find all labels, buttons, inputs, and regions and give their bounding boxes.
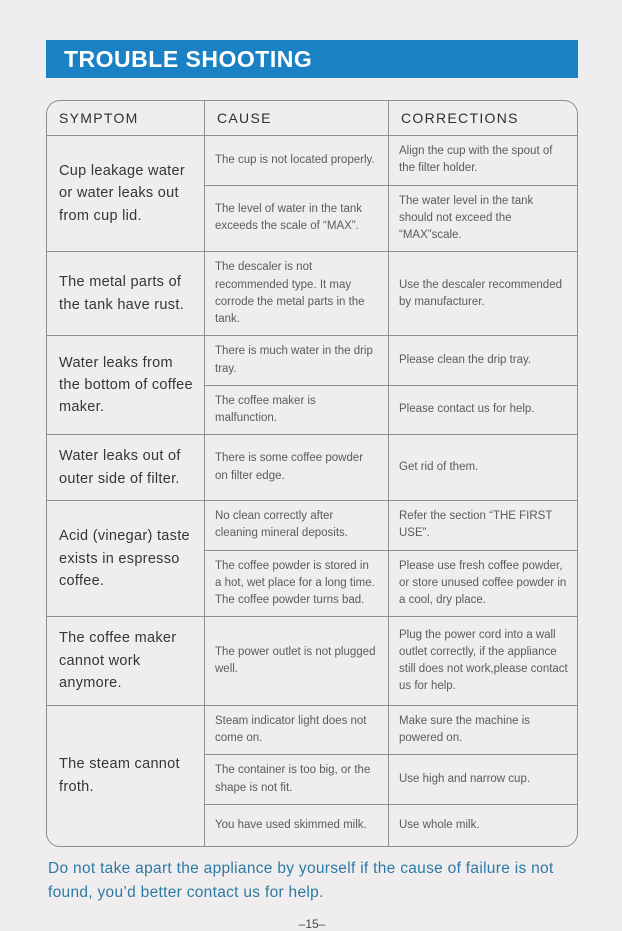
column-header-cause: CAUSE	[205, 101, 389, 136]
symptom-cell: The steam cannot froth.	[47, 705, 205, 846]
cause-cell: The container is too big, or the shape is not fit.	[205, 755, 389, 805]
column-header-symptom: SYMPTOM	[47, 101, 205, 136]
correction-cell: Refer the section “THE FIRST USE”.	[389, 501, 579, 551]
symptom-cell: Water leaks from the bottom of coffee maker.	[47, 336, 205, 435]
cause-cell: The level of water in the tank exceeds the scale of “MAX”.	[205, 185, 389, 252]
cause-cell: No clean correctly after cleaning mineral deposits.	[205, 501, 389, 551]
symptom-cell: Acid (vinegar) taste exists in espresso coffee.	[47, 501, 205, 617]
cause-cell: The descaler is not recommended type. It may corrode the metal parts in the tank.	[205, 252, 389, 336]
symptom-cell: The metal parts of the tank have rust.	[47, 252, 205, 336]
correction-cell: Plug the power cord into a wall outlet correctly, if the appliance still does not work,please contact us for help.	[389, 617, 579, 705]
table-row	[47, 136, 579, 186]
correction-cell: Please use fresh coffee powder, or store unused coffee powder in a cool, dry place.	[389, 550, 579, 617]
table-row	[47, 336, 579, 386]
correction-cell: Please clean the drip tray.	[389, 336, 579, 386]
symptom-cell: Cup leakage water or water leaks out from cup lid.	[47, 136, 205, 252]
column-header-corrections: CORRECTIONS	[389, 101, 579, 136]
troubleshooting-table	[46, 100, 578, 847]
troubleshooting-table-frame	[46, 100, 578, 847]
symptom-cell: The coffee maker cannot work anymore.	[47, 617, 205, 705]
cause-cell: There is much water in the drip tray.	[205, 336, 389, 386]
correction-cell: The water level in the tank should not exceed the “MAX”scale.	[389, 185, 579, 252]
table-row	[47, 501, 579, 551]
correction-cell: Get rid of them.	[389, 435, 579, 501]
correction-cell: Use the descaler recommended by manufacturer.	[389, 252, 579, 336]
cause-cell: The coffee powder is stored in a hot, wet place for a long time. The coffee powder turns bad.	[205, 550, 389, 617]
table-row	[47, 617, 579, 705]
cause-cell: The coffee maker is malfunction.	[205, 385, 389, 435]
symptom-cell: Water leaks out of outer side of filter.	[47, 435, 205, 501]
table-row	[47, 435, 579, 501]
cause-cell: There is some coffee powder on filter edge.	[205, 435, 389, 501]
cause-cell: The power outlet is not plugged well.	[205, 617, 389, 705]
cause-cell: Steam indicator light does not come on.	[205, 705, 389, 755]
cause-cell: The cup is not located properly.	[205, 136, 389, 186]
page-number: –15–	[298, 916, 326, 931]
cause-cell: You have used skimmed milk.	[205, 804, 389, 846]
table-header-row	[47, 101, 579, 136]
table-row	[47, 705, 579, 755]
section-header-bar	[46, 40, 578, 78]
page-title: TROUBLE SHOOTING	[64, 45, 313, 72]
correction-cell: Use whole milk.	[389, 804, 579, 846]
correction-cell: Please contact us for help.	[389, 385, 579, 435]
correction-cell: Make sure the machine is powered on.	[389, 705, 579, 755]
table-body	[47, 136, 579, 847]
correction-cell: Align the cup with the spout of the filter holder.	[389, 136, 579, 186]
correction-cell: Use high and narrow cup.	[389, 755, 579, 805]
table-row	[47, 252, 579, 336]
footer-warning-note: Do not take apart the appliance by yourself if the cause of failure is not found, you’d better contact us for help.	[48, 859, 554, 901]
